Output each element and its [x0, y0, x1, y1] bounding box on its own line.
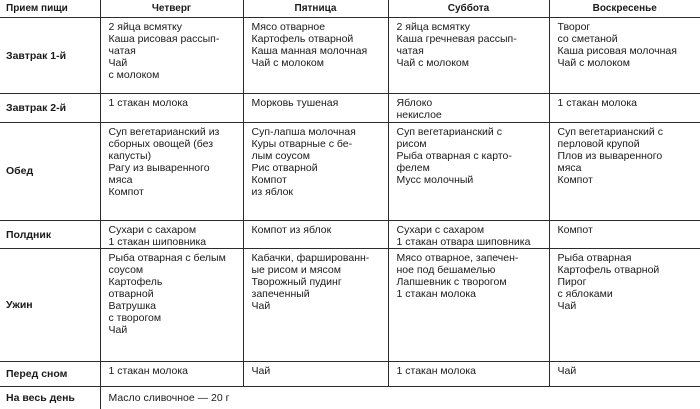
dish-line: чатая — [396, 45, 424, 57]
dish-line: Компот — [108, 186, 144, 198]
dish-line: Рагу из вываренного — [108, 162, 210, 174]
dish-line: лым соусом — [251, 150, 310, 162]
dish-line: Мусс молочный — [396, 174, 474, 186]
dish-line: 1 стакан молока — [108, 97, 188, 110]
dish-line: Яблоко — [396, 97, 433, 110]
menu-body — [0, 18, 700, 409]
dish-line: капусты) — [108, 150, 152, 162]
header-row — [0, 0, 700, 18]
dish-line: фелем — [396, 162, 430, 174]
row-dinner — [0, 249, 700, 361]
dish-line: из яблок — [251, 186, 294, 198]
dish-line: Каша рисовая рассып- — [108, 33, 220, 45]
dish-line: Чай — [557, 300, 577, 313]
dish-line: Плов из вываренного — [557, 150, 663, 162]
daily-value: Масло сливочное — 20 г — [100, 387, 700, 409]
dish-line: Мясо отварное, запечен- — [396, 252, 519, 265]
dish-line: Картофель отварной — [557, 264, 660, 277]
dish-line: Суп вегетарианский с — [396, 126, 502, 138]
dish-line: с молоком — [108, 69, 160, 81]
dish-line: Каша рисовая молочная — [557, 45, 677, 57]
cell-saturday — [388, 94, 549, 123]
cell-sunday — [549, 123, 700, 221]
dish-line: 1 стакан молока — [396, 364, 476, 377]
dish-line: Чай — [108, 324, 128, 337]
cell-friday — [243, 249, 388, 361]
daily-label: На весь день — [0, 387, 100, 409]
dish-line: Морковь тушеная — [251, 97, 339, 110]
dish-line: сборных овощей (без — [108, 138, 214, 150]
row-afternoon-snack — [0, 220, 700, 249]
dish-line: Мясо отварное — [251, 21, 326, 33]
dish-line: Каша манная молочная — [251, 45, 368, 57]
header-friday: Пятница — [243, 0, 388, 18]
dish-line: Рыба отварная — [557, 252, 632, 265]
dish-line: Суп вегетарианский с — [557, 126, 663, 138]
header-sunday: Воскресенье — [549, 0, 700, 18]
cell-thursday — [100, 94, 243, 123]
row-lunch — [0, 123, 700, 221]
dish-line: Чай — [108, 57, 128, 69]
header-saturday: Суббота — [388, 0, 549, 18]
dish-line: мяса — [108, 174, 133, 186]
meal-label: Полдник — [0, 220, 100, 249]
dish-line: Суп вегетарианский из — [108, 126, 220, 138]
cell-friday — [243, 361, 388, 386]
meal-label: Завтрак 1-й — [0, 18, 100, 94]
dish-line: 1 стакан шиповника — [108, 235, 207, 248]
cell-friday — [243, 220, 388, 249]
cell-sunday — [549, 361, 700, 386]
dish-line: Творожный пудинг — [251, 276, 342, 289]
cell-thursday — [100, 361, 243, 386]
daily-row — [0, 387, 700, 409]
dish-line: со сметаной — [557, 33, 618, 45]
dish-line: 2 яйца всмятку — [108, 21, 182, 33]
row-before-sleep — [0, 361, 700, 386]
row-breakfast-2 — [0, 94, 700, 123]
dish-line: Ватрушка — [108, 300, 156, 313]
cell-friday — [243, 123, 388, 221]
dish-line: Компот из яблок — [251, 223, 332, 236]
dish-line: Рис отварной — [251, 162, 318, 174]
cell-thursday — [100, 249, 243, 361]
dish-line: перловой крупой — [557, 138, 640, 150]
cell-saturday — [388, 220, 549, 249]
meal-label: Ужин — [0, 249, 100, 361]
dish-line: отварной — [108, 288, 154, 301]
cell-friday — [243, 94, 388, 123]
cell-saturday — [388, 18, 549, 94]
dish-line: Чай — [251, 300, 271, 313]
cell-saturday — [388, 249, 549, 361]
dish-line: мяса — [557, 162, 582, 174]
meal-label: Перед сном — [0, 361, 100, 386]
dish-line: 2 яйца всмятку — [396, 21, 470, 33]
dish-line: Лапшевник с творогом — [396, 276, 507, 289]
dish-line: Чай — [251, 364, 271, 377]
dish-line: 1 стакан молока — [108, 364, 188, 377]
meal-label: Обед — [0, 123, 100, 221]
dish-line: 1 стакан молока — [396, 288, 476, 301]
meal-label: Завтрак 2-й — [0, 94, 100, 123]
dish-line: Чай с молоком — [251, 57, 324, 69]
dish-line: Компот — [557, 223, 593, 236]
dish-line: Картофель — [108, 276, 163, 289]
dish-line: Картофель отварной — [251, 33, 354, 45]
dish-line: ые рисом и мясом — [251, 264, 341, 277]
dish-line: Пирог — [557, 276, 587, 289]
dish-line: Кабачки, фаршированн- — [251, 252, 370, 265]
dish-line: соусом — [108, 264, 144, 277]
dish-line: с яблоками — [557, 288, 613, 301]
dish-line: Каша гречневая рассып- — [396, 33, 517, 45]
dish-line: ное под бешамелью — [396, 264, 496, 277]
dish-line: Рыба отварная с белым — [108, 252, 226, 265]
dish-line: Чай с молоком — [557, 57, 630, 69]
dish-line: с творогом — [108, 312, 162, 325]
dish-line: Рыба отварная с карто- — [396, 150, 512, 162]
cell-sunday — [549, 220, 700, 249]
cell-thursday — [100, 18, 243, 94]
dish-line: некислое — [396, 109, 442, 122]
dish-line: Сухари с сахаром — [396, 223, 485, 236]
cell-friday — [243, 18, 388, 94]
row-breakfast-1 — [0, 18, 700, 94]
cell-saturday — [388, 361, 549, 386]
dish-line: Компот — [557, 174, 593, 186]
cell-saturday — [388, 123, 549, 221]
cell-thursday — [100, 220, 243, 249]
cell-sunday — [549, 94, 700, 123]
dish-line: чатая — [108, 45, 136, 57]
dish-line: 1 стакан отвара шиповника — [396, 235, 531, 248]
cell-sunday — [549, 249, 700, 361]
dish-line: Суп-лапша молочная — [251, 126, 356, 138]
cell-thursday — [100, 123, 243, 221]
dish-line: Сухари с сахаром — [108, 223, 197, 236]
dish-line: Творог — [557, 21, 591, 33]
header-thursday: Четверг — [100, 0, 243, 18]
dish-line: 1 стакан молока — [557, 97, 637, 110]
header-meal: Прием пищи — [6, 2, 68, 14]
dish-line: рисом — [396, 138, 427, 150]
dish-line: Куры отварные с бе- — [251, 138, 353, 150]
dish-line: Чай с молоком — [396, 57, 469, 69]
dish-line: Компот — [251, 174, 287, 186]
cell-sunday — [549, 18, 700, 94]
dish-line: запеченный — [251, 288, 310, 301]
dish-line: Чай — [557, 364, 577, 377]
